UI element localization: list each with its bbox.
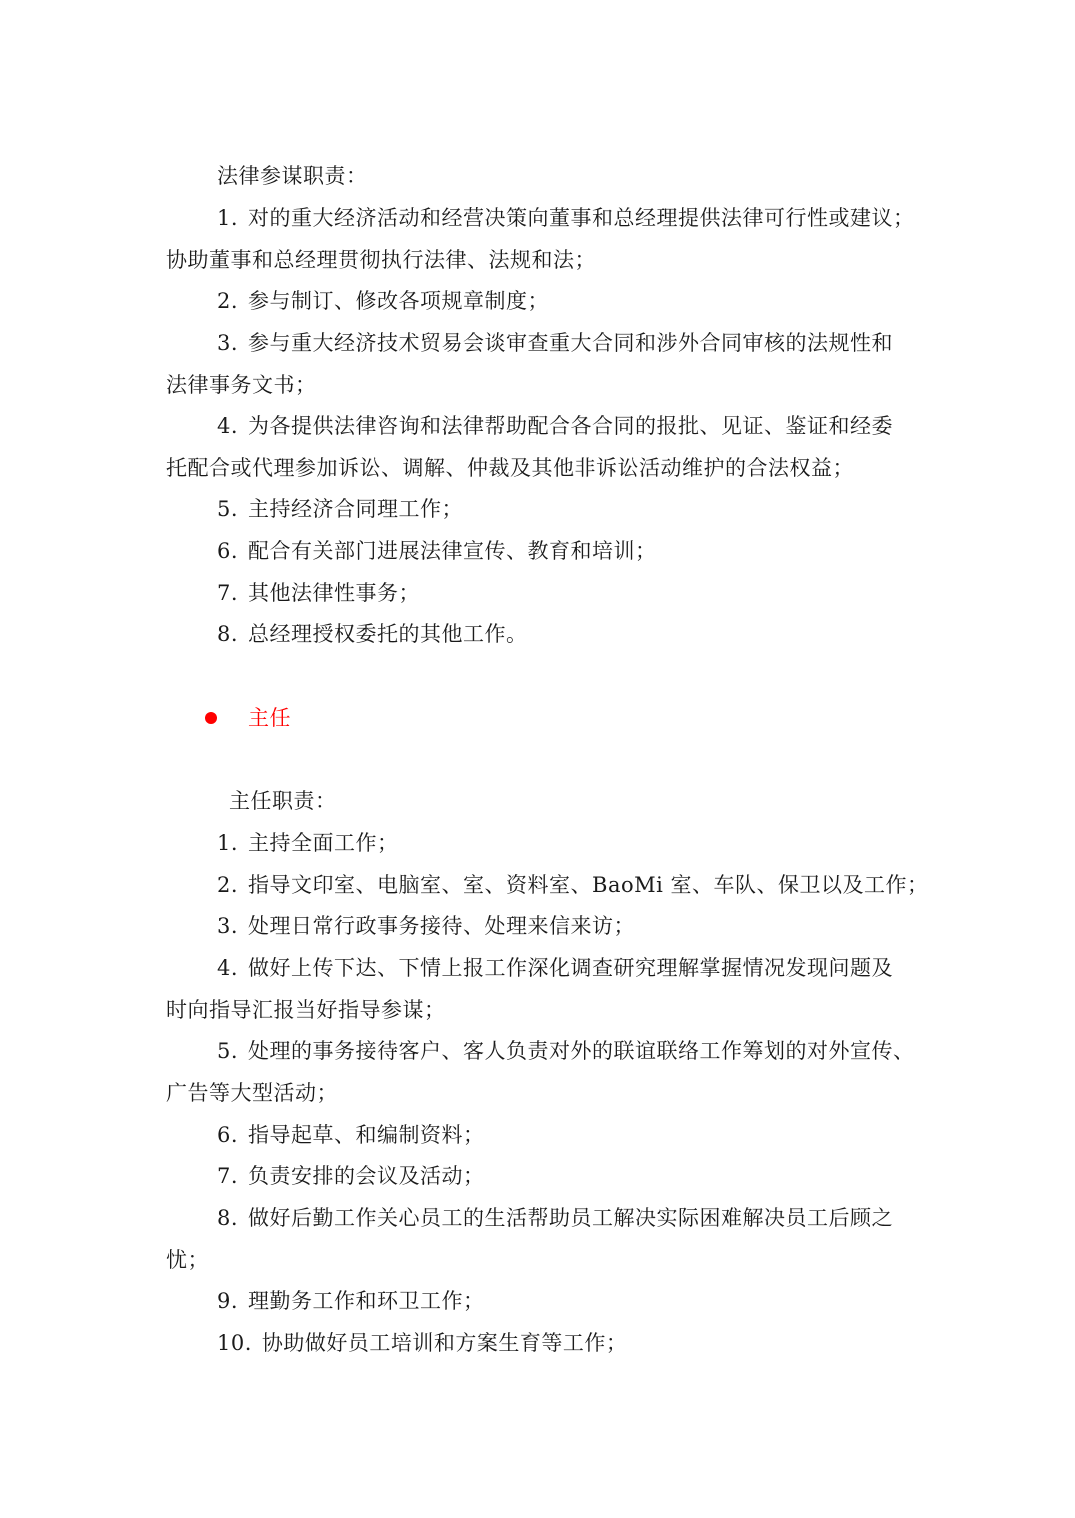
- item-text: 其他法律性事务；: [248, 581, 421, 605]
- item-number: 7.: [217, 581, 239, 605]
- item-number: 1.: [217, 206, 239, 230]
- item-text: 主持经济合同理工作；: [248, 497, 464, 521]
- item-number: 7.: [217, 1164, 239, 1188]
- item-number: 3.: [217, 331, 239, 355]
- item-text: 做好上传下达、下情上报工作深化调查研究理解掌握情况发现问题及: [248, 956, 894, 980]
- list-item: [217, 911, 635, 941]
- section-heading-legal: 法律参谋职责：: [217, 164, 368, 188]
- list-item: [217, 286, 549, 316]
- item-text: 理勤务工作和环卫工作；: [248, 1289, 485, 1313]
- list-item: [217, 870, 929, 900]
- item-number: 5.: [217, 497, 239, 521]
- item-text: 负责安排的会议及活动；: [248, 1164, 485, 1188]
- item-text: 协助做好员工培训和方案生育等工作；: [261, 1331, 628, 1355]
- item-continuation: 协助董事和总经理贯彻执行法律、法规和法；: [166, 248, 596, 272]
- item-continuation: 法律事务文书；: [166, 373, 317, 397]
- item-number: 8.: [217, 1206, 239, 1230]
- item-text: 指导起草、和编制资料；: [248, 1123, 485, 1147]
- item-text: 为各提供法律咨询和法律帮助配合各合同的报批、见证、鉴证和经委: [248, 414, 894, 438]
- item-text: 处理日常行政事务接待、处理来信来访；: [248, 914, 636, 938]
- item-text: 参与重大经济技术贸易会谈审查重大合同和涉外合同审核的法规性和: [248, 331, 894, 355]
- list-item: [217, 1120, 485, 1150]
- item-text: 处理的事务接待客户、客人负责对外的联谊联络工作筹划的对外宣传、: [248, 1039, 915, 1063]
- item-number: 4.: [217, 956, 239, 980]
- item-text: 做好后勤工作关心员工的生活帮助员工解决实际困难解决员工后顾之: [248, 1206, 894, 1230]
- item-text: 参与制订、修改各项规章制度；: [248, 289, 550, 313]
- list-item: [217, 1286, 485, 1316]
- item-number: 4.: [217, 414, 239, 438]
- red-bullet-icon: [205, 712, 217, 724]
- item-continuation: 托配合或代理参加诉讼、调解、仲裁及其他非诉讼活动维护的合法权益；: [166, 456, 854, 480]
- item-number: 2.: [217, 873, 239, 897]
- list-item: [217, 328, 893, 358]
- list-item: [217, 536, 657, 566]
- list-item: [217, 1161, 485, 1191]
- list-item: [217, 619, 528, 649]
- item-number: 6.: [217, 539, 239, 563]
- item-text: 主持全面工作；: [248, 831, 399, 855]
- list-item: [217, 578, 420, 608]
- item-number: 10.: [217, 1331, 252, 1355]
- list-item: [217, 494, 463, 524]
- item-number: 3.: [217, 914, 239, 938]
- item-text: 总经理授权委托的其他工作。: [248, 622, 528, 646]
- item-number: 1.: [217, 831, 239, 855]
- item-number: 5.: [217, 1039, 239, 1063]
- section-heading-director: 主任职责：: [229, 789, 337, 813]
- item-number: 2.: [217, 289, 239, 313]
- list-item: [217, 953, 893, 983]
- item-text: 配合有关部门进展法律宣传、教育和培训；: [248, 539, 657, 563]
- item-continuation: 广告等大型活动；: [166, 1081, 338, 1105]
- list-item: [217, 828, 399, 858]
- item-text: 指导文印室、电脑室、室、资料室、BaoMi 室、车队、保卫以及工作；: [248, 873, 929, 897]
- item-continuation: 忧；: [166, 1248, 209, 1272]
- item-text: 对的重大经济活动和经营决策向董事和总经理提供法律可行性或建议；: [248, 206, 915, 230]
- bullet-title: 主任: [248, 706, 291, 730]
- list-item: [217, 1328, 627, 1358]
- list-item: [217, 203, 915, 233]
- item-number: 6.: [217, 1123, 239, 1147]
- list-item: [217, 1036, 915, 1066]
- item-number: 9.: [217, 1289, 239, 1313]
- item-number: 8.: [217, 622, 239, 646]
- list-item: [217, 411, 893, 441]
- item-continuation: 时向指导汇报当好指导参谋；: [166, 998, 446, 1022]
- list-item: [217, 1203, 893, 1233]
